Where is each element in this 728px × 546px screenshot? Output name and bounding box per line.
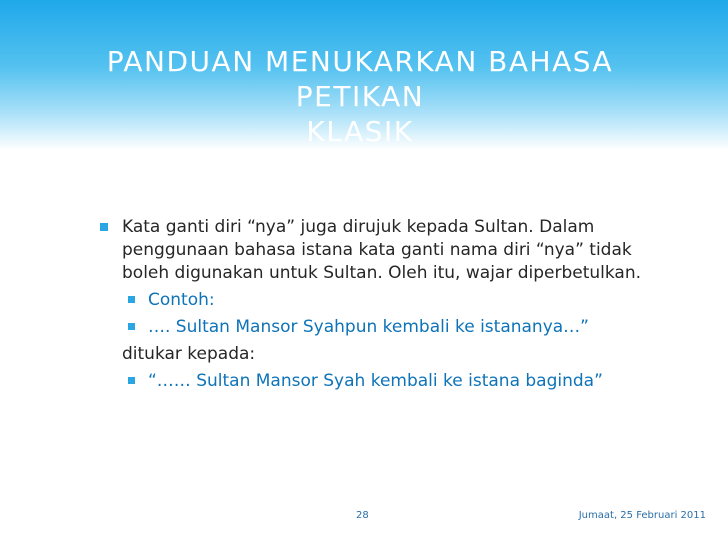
footer-date: Jumaat, 25 Februari 2011 [578,510,706,521]
sub-bullet-text: “…… Sultan Mansor Syah kembali ke istana baginda” [148,371,603,391]
title-line-1: PANDUAN MENUKARKAN BAHASA PETIKAN [106,45,614,113]
list-item [100,216,660,285]
sub-list-item [100,370,660,393]
slide-title [40,44,680,149]
slide-body [100,216,660,397]
sub-list-item [100,289,660,312]
plain-text: ditukar kepada: [122,344,256,364]
title-line-2: KLASIK [306,115,414,148]
square-bullet-icon [128,323,135,330]
square-bullet-icon [128,296,135,303]
sub-bullet-text: …. Sultan Mansor Syahpun kembali ke istananya…” [148,317,589,337]
bullet-text: Kata ganti diri “nya” juga dirujuk kepada Sultan. Dalam penggunaan bahasa istana kata ganti nama diri “nya” tidak boleh digunakan untuk Sultan. Oleh itu, wajar diperbetulkan. [122,217,642,283]
square-bullet-icon [128,377,135,384]
page-number: 28 [356,510,369,521]
square-bullet-icon [100,223,108,231]
sub-list-item [100,316,660,339]
sub-bullet-text: Contoh: [148,290,215,310]
